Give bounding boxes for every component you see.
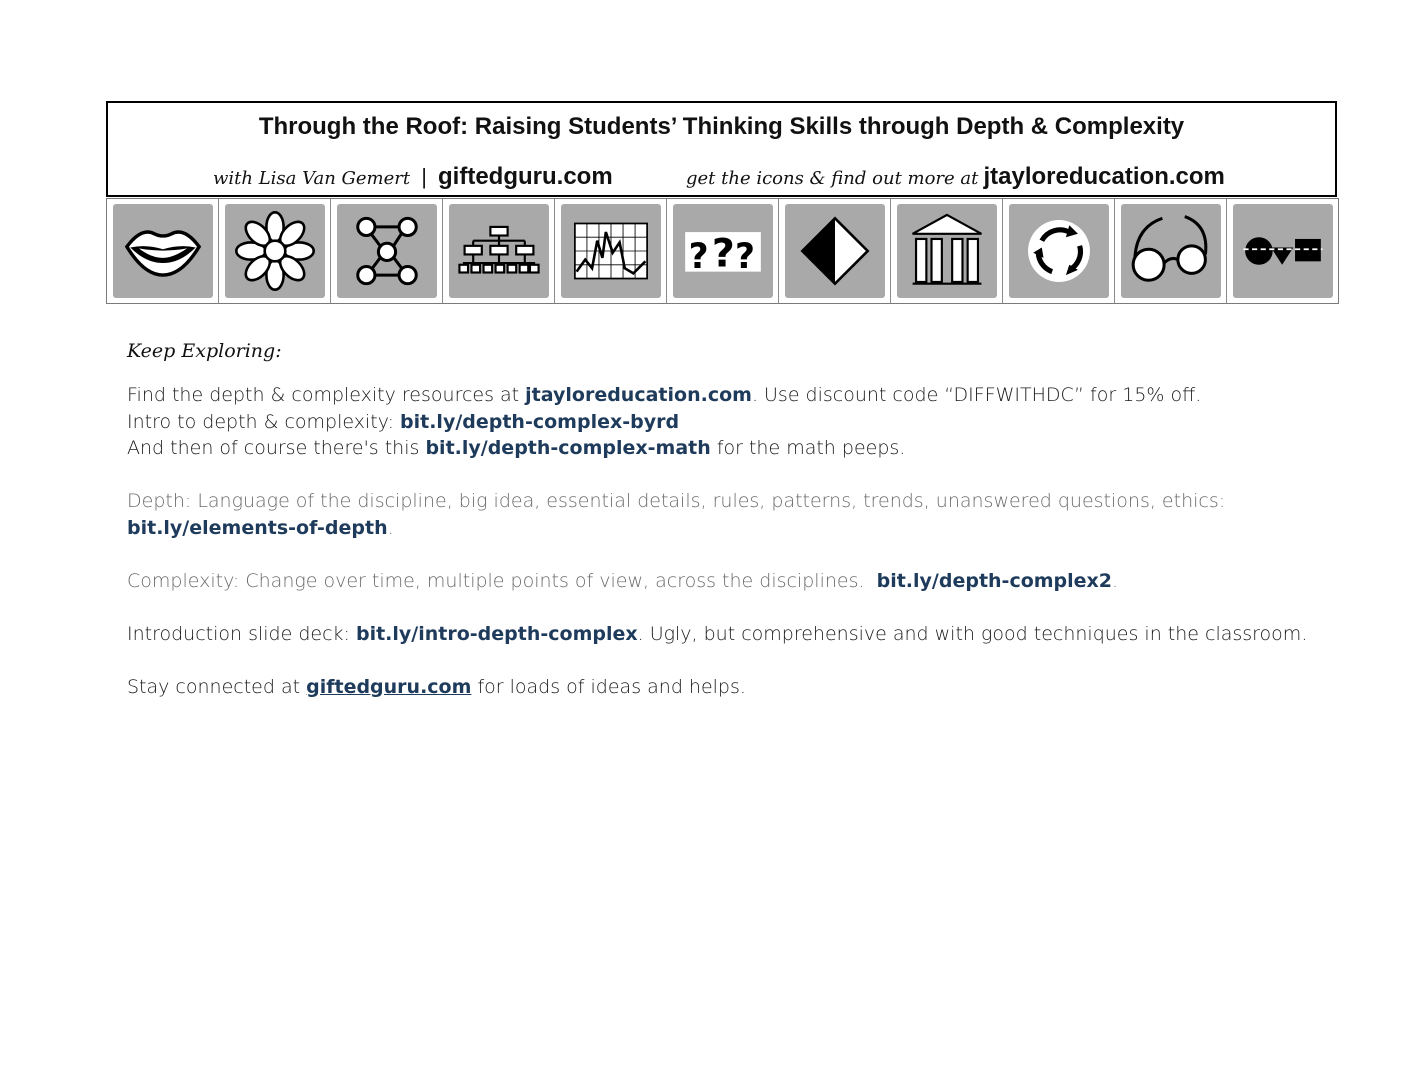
eyeglasses-icon [1121, 204, 1221, 298]
text: Introduction slide deck: [127, 622, 356, 645]
depth-complex-byrd-link[interactable]: bit.ly/depth-complex-byrd [400, 410, 680, 433]
hierarchy-icon [449, 204, 549, 298]
icon-cell [667, 199, 779, 303]
graph-icon [561, 204, 661, 298]
slide-deck-paragraph [127, 621, 1327, 648]
separator: | [421, 164, 427, 189]
icon-cell [555, 199, 667, 303]
stay-connected-line [127, 674, 1327, 701]
svg-text:?: ? [734, 237, 755, 278]
spacer [127, 541, 1327, 568]
spacer [127, 594, 1327, 621]
depth-complex2-link[interactable]: bit.ly/depth-complex2 [876, 569, 1113, 592]
icon-cell [1227, 199, 1338, 303]
text: Intro to depth & complexity: [127, 410, 401, 433]
text: Depth: Language of the discipline, big idea, essential details, rules, patterns, trends, unanswered questions, ethics: [127, 490, 1226, 512]
columns-icon [897, 204, 997, 298]
body-content [127, 340, 1327, 700]
math-line [127, 435, 1327, 462]
diamond-icon [785, 204, 885, 298]
presenter-site[interactable]: giftedguru.com [438, 163, 613, 190]
icon-cell [1115, 199, 1227, 303]
resources-line [127, 382, 1327, 409]
icon-cell [107, 199, 219, 303]
text: Find the depth & complexity resources at [127, 384, 526, 406]
intro-line [127, 409, 1327, 436]
page-title: Through the Roof: Raising Students’ Thinking Skills through Depth & Complexity [258, 113, 1185, 140]
text: Complexity: Change over time, multiple points of view, across the disciplines. [127, 569, 877, 592]
header-subtitle [108, 159, 1335, 193]
shapes-icon [1233, 204, 1333, 298]
presenter-text: with Lisa Van Gemert [213, 168, 411, 189]
spacer [127, 462, 1327, 489]
svg-text:?: ? [688, 237, 709, 278]
icon-cell [219, 199, 331, 303]
icons-line [686, 163, 1225, 191]
text: for the math peeps. [710, 437, 906, 459]
cycle-arrows-icon [1009, 204, 1109, 298]
icon-cell [1003, 199, 1115, 303]
lips-icon [113, 204, 213, 298]
header-box [106, 101, 1337, 197]
flower-icon [225, 204, 325, 298]
text: Stay connected at [127, 675, 307, 698]
depth-paragraph [127, 488, 1327, 541]
text: And then of course there's this [127, 437, 426, 459]
text: . [387, 516, 394, 539]
text: . Use discount code “DIFFWITHDC” for 15% off. [751, 384, 1202, 406]
presenter-line [213, 163, 613, 191]
spacer [127, 647, 1327, 674]
depth-complex-math-link[interactable]: bit.ly/depth-complex-math [425, 437, 711, 459]
intro-depth-complex-link[interactable]: bit.ly/intro-depth-complex [355, 622, 638, 645]
jtayloreducation-link[interactable]: jtayloreducation.com [525, 384, 752, 406]
icons-site[interactable]: jtayloreducation.com [983, 163, 1225, 190]
icon-cell [891, 199, 1003, 303]
icon-cell [779, 199, 891, 303]
text: for loads of ideas and helps. [471, 675, 746, 698]
complexity-paragraph [127, 568, 1327, 595]
network-icon [337, 204, 437, 298]
icon-cell [331, 199, 443, 303]
elements-of-depth-link[interactable]: bit.ly/elements-of-depth [127, 516, 388, 539]
icons-text: get the icons & find out more at [686, 168, 979, 189]
icon-cell [443, 199, 555, 303]
icon-strip [106, 198, 1339, 304]
svg-text:?: ? [711, 230, 735, 277]
text: . Ugly, but comprehensive and with good techniques in the classroom. [637, 622, 1308, 645]
giftedguru-link[interactable]: giftedguru.com [306, 675, 472, 698]
question-marks-icon [673, 204, 773, 298]
text: . [1112, 569, 1119, 592]
section-heading: Keep Exploring: [127, 340, 282, 362]
